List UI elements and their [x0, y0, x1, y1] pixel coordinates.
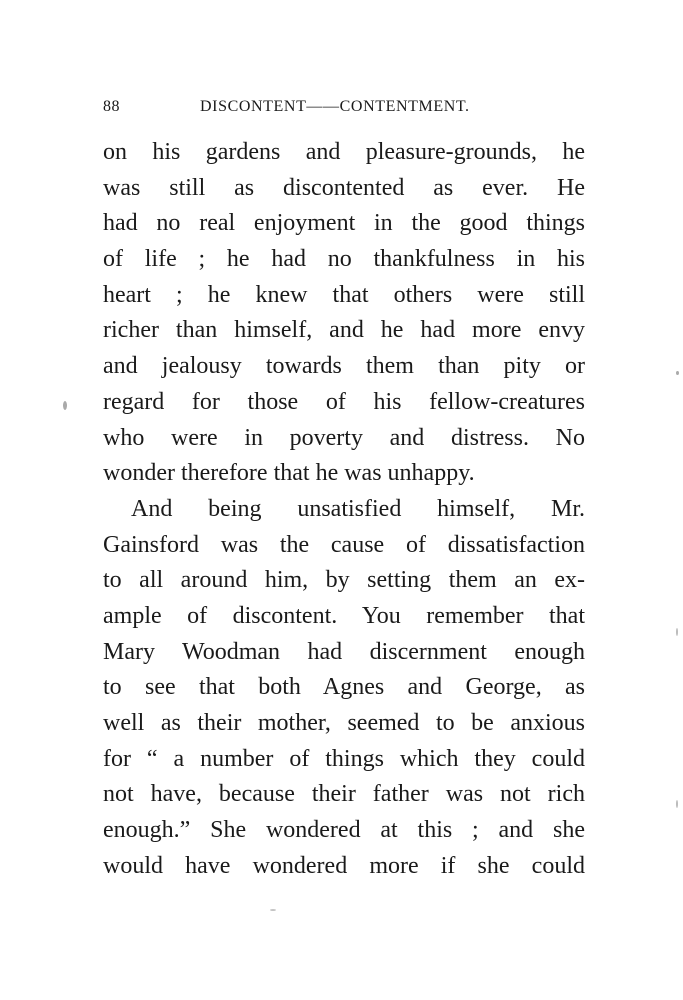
- text-line: who were in poverty and distress. No: [103, 424, 585, 451]
- text-line: for “ a number of things which they could: [103, 745, 585, 772]
- text-line: to see that both Agnes and George, as: [103, 674, 585, 701]
- text-line: to all around him, by setting them an ex-: [103, 567, 585, 594]
- text-line: had no real enjoyment in the good things: [103, 210, 585, 237]
- text-line: regard for those of his fellow-creatures: [103, 388, 585, 415]
- text-line: was still as discontented as ever. He: [103, 174, 585, 201]
- text-line: enough.” She wondered at this ; and she: [103, 817, 585, 844]
- text-line: and jealousy towards them than pity or: [103, 353, 585, 380]
- text-line: And being unsatisfied himself, Mr.: [131, 495, 585, 522]
- text-line: ample of discontent. You remember that: [103, 602, 585, 629]
- text-line: heart ; he knew that others were still: [103, 281, 585, 308]
- text-line: Mary Woodman had discernment enough: [103, 638, 585, 665]
- print-speck: [676, 800, 678, 808]
- running-title: DISCONTENT——CONTENTMENT.: [200, 98, 470, 115]
- text-line: Gainsford was the cause of dissatisfaction: [103, 531, 585, 558]
- text-line: richer than himself, and he had more envy: [103, 317, 585, 344]
- text-line: well as their mother, seemed to be anxious: [103, 710, 585, 736]
- print-speck: [676, 371, 679, 375]
- page-number: 88: [103, 98, 120, 115]
- body-text: [103, 135, 585, 884]
- running-head: [103, 98, 585, 124]
- print-speck: [676, 628, 678, 636]
- text-line: of life ; he had no thankfulness in his: [103, 246, 585, 273]
- text-line: would have wondered more if she could: [103, 852, 585, 879]
- text-line: on his gardens and pleasure-grounds, he: [103, 139, 585, 165]
- print-speck: [270, 909, 276, 911]
- text-line: not have, because their father was not rich: [103, 781, 585, 808]
- text-line: wonder therefore that he was unhappy.: [103, 460, 475, 487]
- print-speck: [63, 401, 67, 410]
